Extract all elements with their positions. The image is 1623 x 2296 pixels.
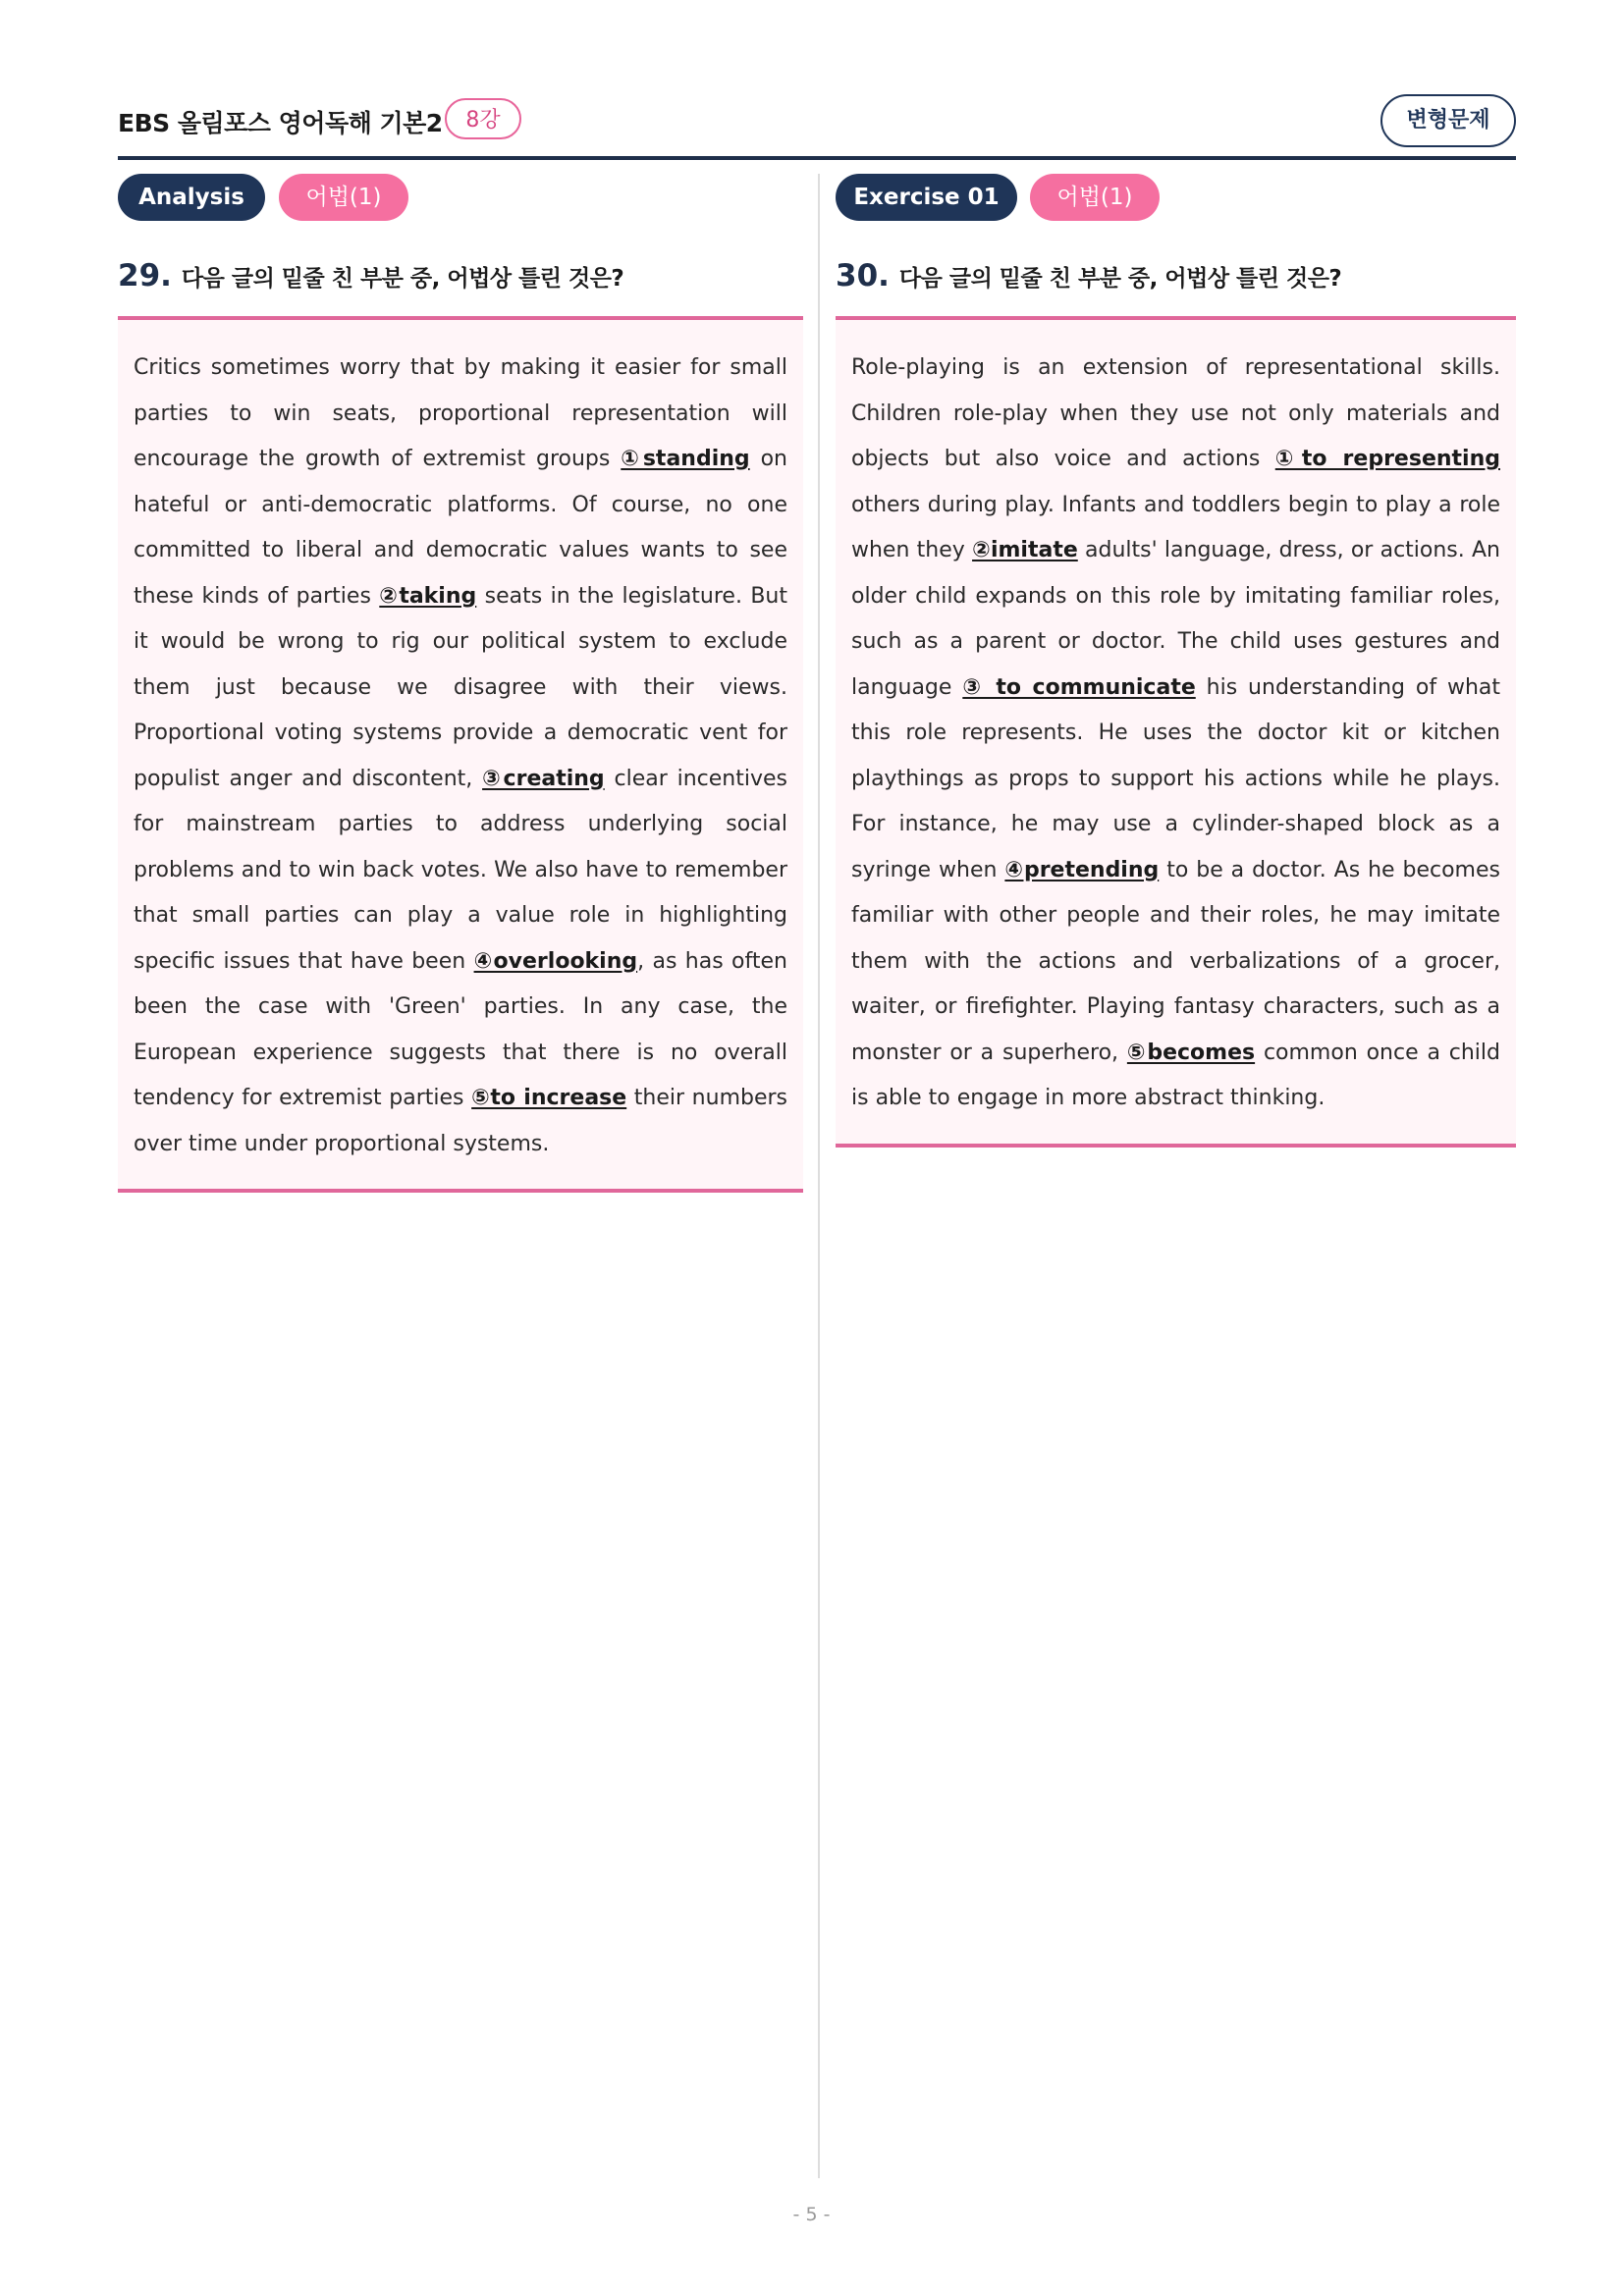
header-rule: [118, 156, 1516, 160]
passage-segment: his understanding of what this role represents. He uses the doctor kit or kitchen playthings as props to support his actions while he plays. For instance, he may use a cylinder-shaped block as a syringe when: [851, 674, 1500, 882]
passage-segment: seats in the legislature. But it would be wrong to rig our political system to exclude them just because we disagree with their views. Proportional voting systems provide a democratic vent for populist anger and discontent,: [134, 583, 788, 791]
choice-5: ⑤to increase: [471, 1086, 627, 1110]
lesson-badge: 8강: [445, 98, 521, 139]
tag-exercise: Exercise 01: [836, 174, 1017, 221]
right-tags: [836, 174, 1516, 221]
tag-analysis: Analysis: [118, 174, 265, 221]
passage-text: [851, 346, 1500, 1122]
passage-segment: Role-playing is an extension of representational skills. Children role-play when they use not only materials and objects but also voice and actions: [851, 355, 1500, 471]
choice-3: ③ to communicate: [962, 674, 1196, 700]
question-30: [836, 258, 1341, 294]
question-number: 29.: [118, 258, 172, 294]
passage-segment: to be a doctor. As he becomes familiar with other people and their roles, he may imitate them with the actions and verbalizations of a grocer, waiter, or firefighter. Playing fantasy characters, such as a monster or a superhero,: [851, 857, 1500, 1065]
tag-grammar: 어법(1): [1030, 174, 1160, 221]
passage-segment: on hateful or anti-democratic platforms. Of course, no one committed to liberal and democratic values wants to see these kinds of parties: [134, 447, 787, 609]
right-column: [836, 174, 1516, 1110]
passage-box: [836, 316, 1516, 1148]
tag-grammar: 어법(1): [279, 174, 408, 221]
choice-4: ④overlooking: [473, 948, 638, 974]
passage-box: [118, 316, 803, 1193]
passage-segment: clear incentives for mainstream parties to address underlying social problems and to win back votes. We also have to remember that small parties can play a value role in highlighting specific issues that have been: [134, 766, 787, 974]
column-divider: [818, 174, 820, 2178]
choice-3: ③creating: [482, 766, 605, 791]
choice-1: ①to representing: [1274, 447, 1500, 471]
variant-badge: 변형문제: [1380, 94, 1516, 147]
question-number: 30.: [836, 258, 890, 294]
page-header: [118, 94, 1516, 157]
choice-5: ⑤becomes: [1126, 1040, 1256, 1065]
question-29: [118, 258, 623, 294]
passage-segment: adults' language, dress, or actions. An older child expands on this role by imitating familiar roles, such as a parent or doctor. The child uses gestures and language: [851, 538, 1501, 700]
question-text: 다음 글의 밑줄 친 부분 중, 어법상 틀린 것은?: [898, 266, 1342, 292]
page-number: - 5 -: [792, 2204, 831, 2225]
left-tags: [118, 174, 803, 221]
choice-2: ②imitate: [972, 538, 1078, 562]
passage-segment: Critics sometimes worry that by making it easier for small parties to win seats, proportional representation will encourage the growth of extremist groups: [134, 355, 787, 471]
passage-segment: common once a child is able to engage in more abstract thinking.: [851, 1040, 1500, 1110]
choice-1: ①standing: [621, 447, 750, 471]
passage-segment: others during play. Infants and toddlers begin to play a role when they: [851, 492, 1500, 562]
passage-segment: their numbers over time under proportional systems.: [134, 1086, 788, 1156]
choice-2: ②taking: [379, 583, 477, 609]
passage-text: [134, 346, 787, 1167]
passage-segment: , as has often been the case with 'Green' parties. In any case, the European experience suggests that there is no overall tendency for extremist parties: [134, 948, 787, 1110]
left-column: [118, 174, 803, 1156]
question-text: 다음 글의 밑줄 친 부분 중, 어법상 틀린 것은?: [181, 266, 624, 292]
choice-4: ④pretending: [1004, 857, 1160, 882]
series-title: EBS 올림포스 영어독해 기본2: [118, 109, 443, 137]
